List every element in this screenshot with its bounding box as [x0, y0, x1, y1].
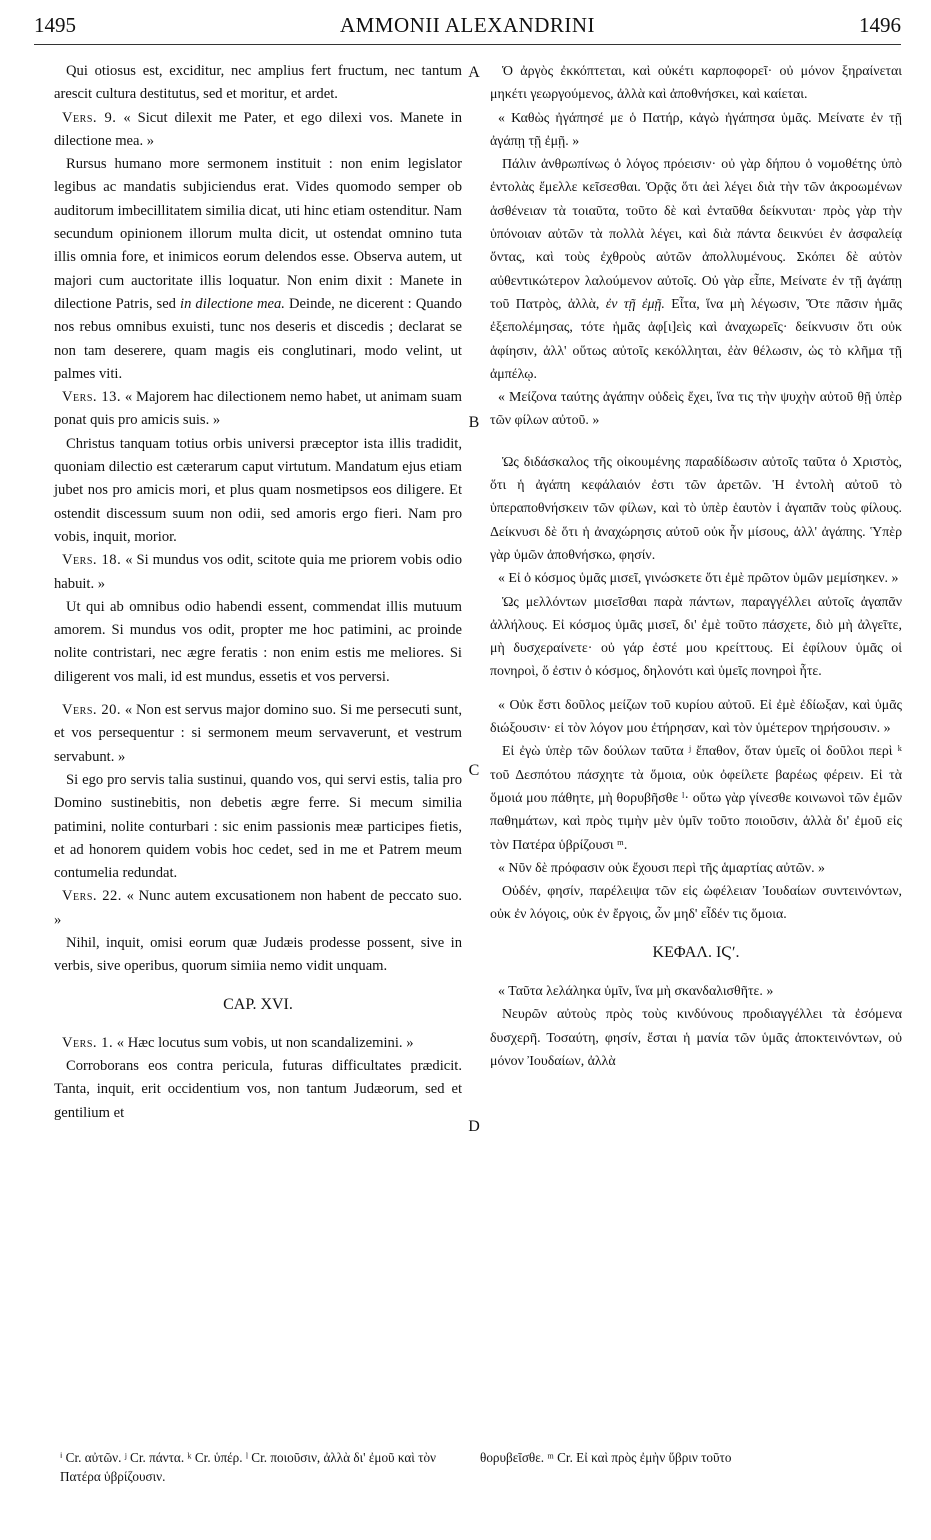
- margin-marker-d: D: [468, 1118, 480, 1135]
- latin-column: [54, 60, 462, 1125]
- greek-verse-13: « Μείζονα ταύτης ἀγάπην οὐδεὶς ἔχει, ἵνα τις τὴν ψυχὴν αὐτοῦ θῇ ὑπὲρ τῶν φίλων αὐτοῦ. »: [490, 390, 902, 429]
- greek-column: [490, 60, 902, 1073]
- latin-paragraph: Ut qui ab omnibus odio habendi essent, commendat illis mutuum amorem. Si mundus vos odit, propter me hoc patimini, ac proinde nolite contristari, nec ægre feratis : non enim estis me meliores. Si diligerent vos mali, id est mundus, essetis et vos perversi.: [54, 598, 462, 685]
- greek-paragraph: Οὐδέν, φησίν, παρέλειψα τῶν εἰς ὠφέλειαν Ἰουδαίων συντεινόντων, οὐκ ἐν λόγοις, οὐκ ἐν ἔργοις, ὧν μηδ' εἶδέν τις ὅμοια.: [490, 884, 902, 923]
- latin-verse-13: [54, 386, 462, 433]
- running-title: AMMONII ALEXANDRINI: [339, 12, 596, 37]
- verse-text: « Nunc autem excusationem non habent de peccato suo. »: [54, 888, 462, 928]
- greek-verse-9: « Καθὼς ἠγάπησέ με ὁ Πατήρ, κἀγὼ ἠγάπησα ὑμᾶς. Μείνατε ἐν τῇ ἀγάπῃ τῇ ἐμῇ. »: [490, 110, 902, 149]
- verse-label: Vers. 1.: [62, 1034, 114, 1051]
- greek-paragraph: Ὡς διδάσκαλος τῆς οἰκουμένης παραδίδωσιν αὐτοῖς ταῦτα ὁ Χριστὸς, ὅτι ἡ ἀγάπη κεφάλαιόν ἐστι τῶν ἀρετῶν. Ἡ ἐντολὴ αὐτοῦ τὸ ὑπεραποθνήσκειν τῶν φίλων, καὶ τὸ ὑπὲρ ἑαυτὸν ἱ ἀγαπᾶν τοὺς φίλους. Δείκνυσι δὲ ὅτι ἡ ἀναχώρησις αὐτοῦ οὐκ ἦν μίσους, ἀλλ' ἀγάπης. Ὑπὲρ γὰρ ὑμῶν ἀποθνήσκω, φησίν.: [490, 454, 902, 563]
- latin-paragraph: Qui otiosus est, exciditur, nec amplius fert fructum, nec tantum arescit cultura destitutus, sed et moritur, et ardet.: [54, 63, 462, 103]
- footnotes-right: θορυβεῖσθε. ᵐ Cr. Εἰ καὶ πρὸς ἐμὴν ὕβριν τοῦτο: [480, 1450, 732, 1465]
- latin-paragraph: Si ego pro servis talia sustinui, quando vos, qui servi estis, talia pro Domino sustinebitis, non debetis ægre ferre. Si mecum similia patimini, nolite conturbari : sic enim passionis meæ participes fietis, et ad honorem quidem vobis hoc cedet, sed in me et Patrem meum contumelia redundat.: [54, 771, 462, 882]
- greek-paragraph: Ὁ ἀργὸς ἐκκόπτεται, καὶ οὐκέτι καρποφορεῖ· οὐ μόνον ξηραίνεται μηκέτι γεωργούμενος, ἀλλὰ καὶ ἀποθνήσκει, καὶ καίεται.: [490, 64, 902, 103]
- latin-verse-1: [54, 1032, 462, 1055]
- verse-text: « Majorem hac dilectionem nemo habet, ut animam suam ponat quis pro amicis suis. »: [54, 389, 463, 429]
- greek-paragraph: Ὡς μελλόντων μισεῖσθαι παρὰ πάντων, παραγγέλλει αὐτοῖς ἀγαπᾶν ἀλλήλους. Εἰ κόσμος ὑμᾶς μισεῖ, δι' ἐμὲ τοῦτο πάσχετε, διὸ μὴ ἀλγεῖτε, μὴ δυσχεραίνετε· οὐ γάρ ἐστέ μου κρείττους. Εἰ ἐφίλουν ὑμᾶς οἱ πονηροὶ, ὅ ἐστιν ὁ κόσμος, δηλονότι καὶ ὑμεῖς πονηροὶ ἦτε.: [490, 594, 902, 680]
- paragraph-text: Εἶτα, ἵνα μὴ λέγωσιν, Ὅτε πᾶσιν ἡμᾶς ἐξεπολέμησας, τότε ἡμᾶς ἀφ[ι]εὶς καὶ ἀναχωρεῖς· δείκνυσιν ὅτι οὐκ ἀφίησιν, ἀλλ' οὕτως αὐτοῖς κεκόλληται, ἐὰν θέλωσιν, ὡς τὸ κλῆμα τῇ ἀμπέλῳ.: [490, 296, 902, 382]
- verse-text: « Si mundus vos odit, scitote quia me priorem vobis odio habuit. »: [54, 552, 462, 592]
- greek-paragraph: Νευρῶν αὐτοὺς πρὸς τοὺς κινδύνους προδιαγγέλλει τὰ ἐσόμενα δυσχερῆ. Τοσαύτη, φησίν, ἔσται ἡ μανία τῶν ὑμᾶς ἀποκτεινόντων, οὐ μόνον Ἰουδαίων, ἀλλὰ: [490, 1007, 902, 1069]
- greek-verse-22: « Νῦν δὲ πρόφασιν οὐκ ἔχουσι περὶ τῆς ἁμαρτίας αὐτῶν. »: [498, 860, 825, 876]
- verse-text: « Sicut dilexit me Pater, et ego dilexi vos. Manete in dilectione mea. »: [54, 109, 462, 149]
- page-number-left: 1495: [34, 12, 76, 37]
- chapter-heading-greek: ΚΕΦΑΛ. ΙϚʹ.: [652, 943, 740, 961]
- page-header: [34, 6, 901, 45]
- latin-verse-22: [54, 885, 462, 932]
- latin-paragraph: Christus tanquam totius orbis universi præceptor ista illis tradidit, quoniam dilectio est cæterarum caput virtutum. Mandatum ejus etiam jubet nos pro amicis mori, et plus quam nosmetipsos eos diligere. Et ostendit discessum suum non odii, sed amoris ergo fieri. Nam pro vobis, inquit, morior.: [54, 435, 462, 545]
- page-number-right: 1496: [859, 12, 901, 37]
- verse-text: « Non est servus major domino suo. Si me persecuti sunt, et vos persequentur : si sermonem meum servaverunt, et vestrum servabunt. »: [54, 702, 463, 765]
- verse-label: Vers. 13.: [62, 389, 122, 406]
- latin-verse-20: [54, 699, 462, 769]
- greek-verse-18: « Εἰ ὁ κόσμος ὑμᾶς μισεῖ, γινώσκετε ὅτι ἐμὲ πρῶτον ὑμῶν μεμίσηκεν. »: [498, 571, 899, 587]
- verse-label: Vers. 18.: [62, 552, 122, 569]
- latin-paragraph: Nihil, inquit, omisi eorum quæ Judæis prodesse possent, sive in verbis, sive operibus, quorum simiia nemo vidit unquam.: [54, 934, 462, 975]
- latin-paragraph: Corroborans eos contra pericula, futuras difficultates prædicit. Tanta, inquit, erit occidentium vos, non tantum Judæorum, sed et gentilium et: [54, 1058, 462, 1121]
- margin-marker-a: A: [468, 64, 480, 81]
- paragraph-text: Πάλιν ἀνθρωπίνως ὁ λόγος πρόεισιν· οὐ γὰρ δήπου ὁ νομοθέτης ὑπὸ ἐντολὰς ἔμελλε κεῖσεσθαι. Ὁρᾷς ὅτι ἀεὶ λέγει διὰ τὴν τῶν ἀκροωμένων ἀσθένειαν τὰ τοιαῦτα, τοῦτο δὲ καὶ ἐνταῦθα δείκνυται· πρὸς γὰρ τὴν ὑπόνοιαν αὐτῶν τὰ πολλὰ λέγει, καὶ διὰ πάντα δεικνύει ἐν ἀσφαλείᾳ ὄντας, καὶ τοὺς ἐχθροὺς αὐτῶν ἀπολλυμένους. Σκόπει δὲ αὐτὸν αὐθεντικώτερον λαλούμενον αὐτοῖς. Οὐ γὰρ εἶπε, Μείνατε ἐν τῇ ἀγάπῃ τοῦ Πατρὸς, ἀλλὰ,: [490, 157, 902, 312]
- italic-phrase: in dilectione mea.: [180, 295, 285, 312]
- chapter-heading-latin: CAP. XVI.: [223, 995, 293, 1013]
- latin-paragraph: [54, 153, 462, 386]
- margin-marker-b: B: [468, 414, 480, 431]
- greek-paragraph: Εἰ ἐγὼ ὑπὲρ τῶν δούλων ταῦτα ʲ ἔπαθον, ὅταν ὑμεῖς οἱ δοῦλοι περὶ ᵏ τοῦ Δεσπότου πάσχητε τὰ ὅμοια, οὐκ ὀφείλετε βαρέως φέρειν. Εἰ τὰ ὅμοιά μου πάθητε, μὴ θορυβῆσθε ˡ· οὕτω γὰρ γίνεσθε κοινωνοὶ τῶν ἐμῶν παθημάτων, καὶ πρὸς τιμὴν μὲν ὑμῖν τοῦτο ποιοῦσιν, ἀλλὰ δι' ἐμοῦ εἰς τὸν Πατέρα ὑβρίζουσι ᵐ.: [490, 744, 902, 853]
- verse-label: Vers. 9.: [62, 109, 117, 126]
- greek-verse-20: « Οὐκ ἔστι δοῦλος μείζων τοῦ κυρίου αὐτοῦ. Εἰ ἐμὲ ἐδίωξαν, καὶ ὑμᾶς διώξουσιν· εἰ τὸν λόγον μου ἐτήρησαν, καὶ τὸν ὑμέτερον τηρήσουσιν. »: [490, 697, 902, 737]
- verse-label: Vers. 22.: [62, 888, 122, 905]
- paragraph-text: Rursus humano more sermonem instituit : non enim legislator legibus ac mandatis subjiciendus erat. Vides quomodo semper ob auditorum imbecillitatem similia dicat, uti hinc etiam ostenditur. Nam secundum opinionem illorum multa dicit, ut ostendat omnino tuta illis omnia fore, et inimicos eorum delendos esse. Observa autem, ut majori cum auctoritate illis loquatur. Non enim dixit : Manete in dilectione Patris, sed: [54, 156, 462, 312]
- paragraph-text: Deinde, ne dicerent : Quando nos rebus omnibus exuisti, tunc nos deseris et discedis ; declarat se non tam deserere, quam magis eis conglutinari, modo velint, ut palmes viti.: [54, 295, 462, 382]
- verse-text: « Hæc locutus sum vobis, ut non scandalizemini. »: [116, 1034, 414, 1051]
- latin-verse-9: [54, 107, 462, 154]
- latin-verse-18: [54, 549, 462, 596]
- greek-paragraph: [490, 153, 902, 386]
- footnotes-left: ⁱ Cr. αὐτῶν. ʲ Cr. πάντα. ᵏ Cr. ὑπέρ. ˡ Cr. ποιοῦσιν, ἀλλὰ δι' ἐμοῦ καὶ τὸν Πατέρα ὑβρίζουσιν.: [60, 1450, 437, 1484]
- verse-label: Vers. 20.: [62, 702, 122, 719]
- margin-marker-c: C: [468, 762, 480, 779]
- greek-verse-1: « Ταῦτα λελάληκα ὑμῖν, ἵνα μὴ σκανδαλισθῆτε. »: [498, 983, 774, 999]
- italic-phrase: ἐν τῇ ἐμῇ.: [605, 296, 665, 312]
